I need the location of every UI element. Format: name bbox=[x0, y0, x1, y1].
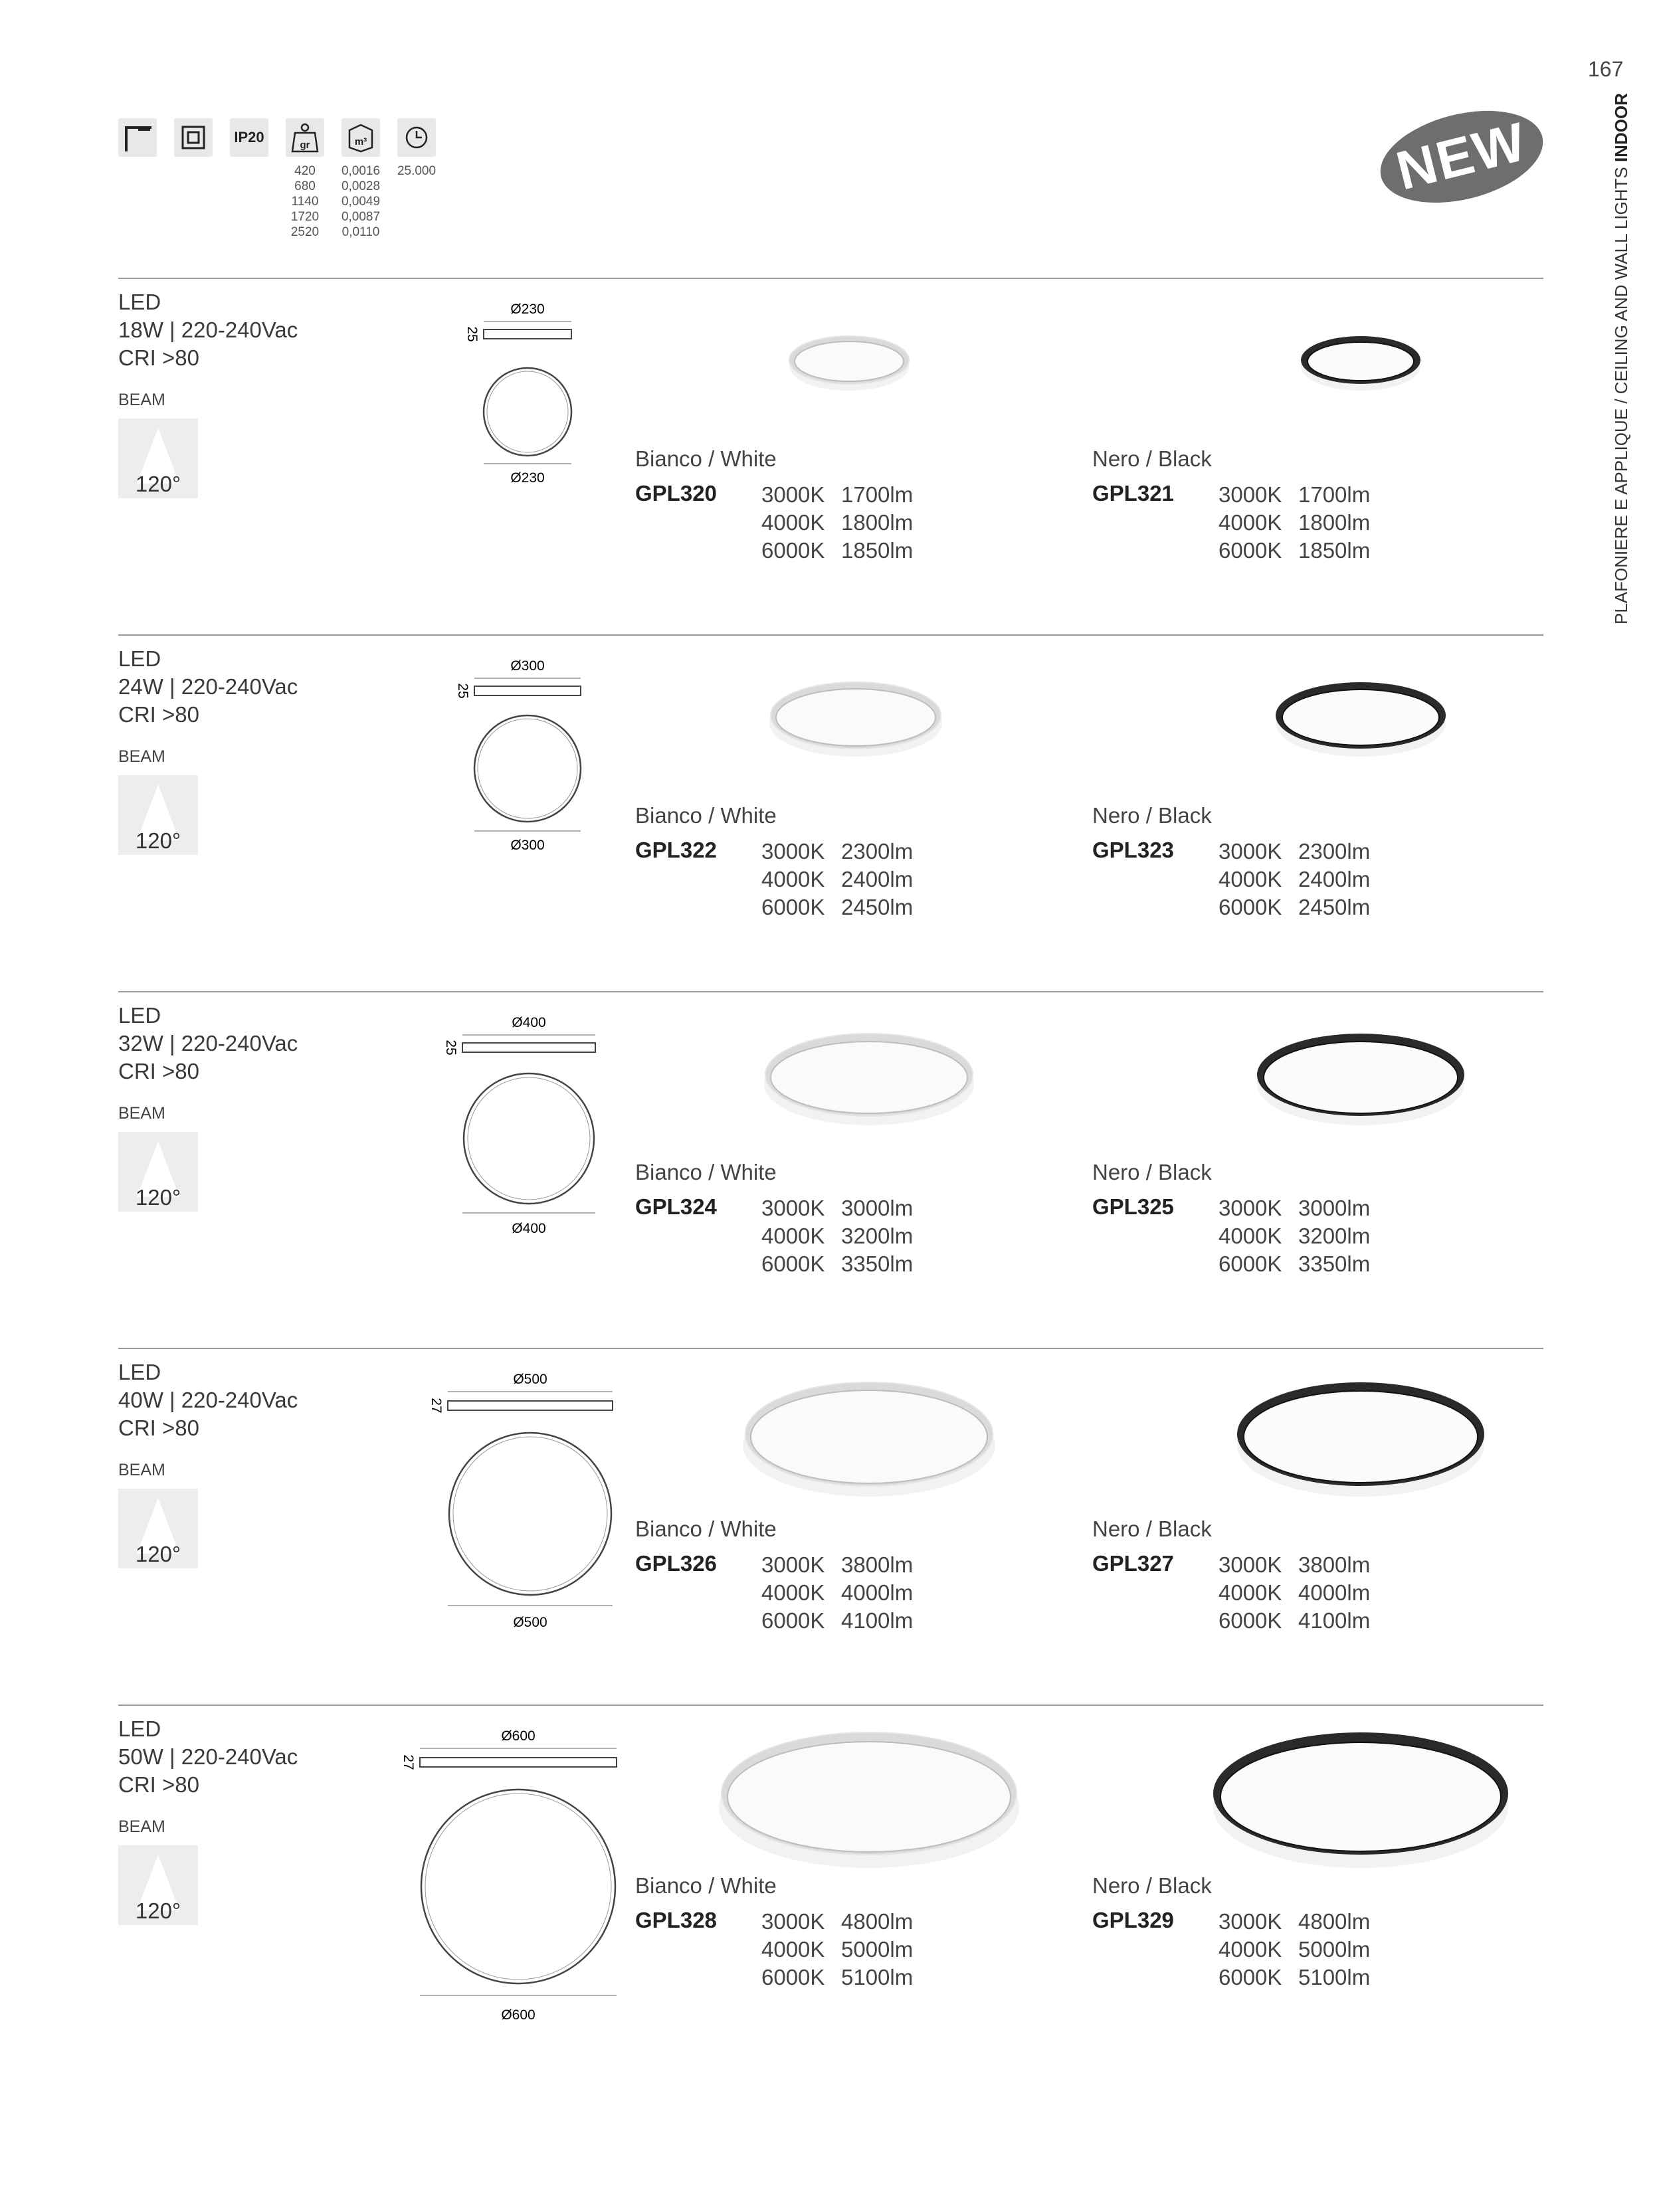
product-code: GPL326 bbox=[635, 1551, 717, 1576]
led-type: LED bbox=[118, 1716, 161, 1741]
category-label-bold: INDOOR bbox=[1611, 93, 1631, 163]
cri-value: CRI >80 bbox=[118, 345, 199, 370]
lamp-image-white bbox=[703, 1369, 1035, 1509]
beam-angle: 120° bbox=[135, 828, 181, 853]
variant-row bbox=[761, 1607, 913, 1635]
product-code: GPL327 bbox=[1092, 1551, 1174, 1576]
lumen: 3200lm bbox=[841, 1224, 914, 1248]
cri-value: CRI >80 bbox=[118, 1772, 199, 1797]
variant-row bbox=[761, 1194, 913, 1222]
lumen: 3000lm bbox=[841, 1196, 914, 1220]
color-temp: 4000K bbox=[761, 510, 825, 535]
variants bbox=[761, 838, 913, 921]
variant-row bbox=[761, 1936, 913, 1964]
lamp-image-black bbox=[1175, 669, 1454, 775]
beam-label: BEAM bbox=[118, 1461, 165, 1479]
led-type: LED bbox=[118, 1360, 161, 1384]
beam-angle-icon bbox=[118, 1132, 198, 1212]
beam-label: BEAM bbox=[118, 747, 165, 766]
height-label: 25 bbox=[455, 683, 470, 699]
diameter-bottom-label: Ø600 bbox=[501, 2007, 536, 2023]
variant-row bbox=[761, 1908, 913, 1936]
variant-row bbox=[1219, 1551, 1370, 1579]
variant-row bbox=[1219, 866, 1370, 893]
volume-icon bbox=[342, 118, 380, 157]
lamp-image-black bbox=[1135, 1722, 1520, 1875]
cri-value: CRI >80 bbox=[118, 1059, 199, 1083]
weight-icon-text: gr bbox=[300, 139, 310, 151]
product-black bbox=[1092, 1517, 1504, 1663]
lumen: 4000lm bbox=[1298, 1580, 1371, 1605]
variants bbox=[761, 481, 913, 565]
color-name: Bianco / White bbox=[635, 1160, 777, 1184]
lumen: 1850lm bbox=[841, 538, 914, 563]
color-name: Nero / Black bbox=[1092, 1160, 1212, 1184]
variant-row bbox=[1219, 838, 1370, 866]
lumen: 4100lm bbox=[841, 1608, 914, 1633]
color-temp: 4000K bbox=[1219, 1224, 1282, 1248]
diameter-top-label: Ø400 bbox=[512, 1015, 546, 1030]
beam-angle: 120° bbox=[135, 472, 181, 496]
power-voltage: 32W | 220-240Vac bbox=[118, 1031, 298, 1056]
lumen: 4100lm bbox=[1298, 1608, 1371, 1633]
ip-rating-icon: IP20 bbox=[230, 118, 268, 157]
variants bbox=[1219, 1908, 1370, 1991]
color-temp: 3000K bbox=[761, 482, 825, 507]
product-black bbox=[1092, 446, 1504, 593]
variant-row bbox=[761, 1579, 913, 1607]
product-code: GPL323 bbox=[1092, 838, 1174, 862]
lamp-image-white bbox=[716, 1019, 1022, 1139]
diameter-top-label: Ø230 bbox=[510, 302, 545, 317]
variant-row bbox=[761, 838, 913, 866]
lumen: 2450lm bbox=[1298, 895, 1371, 919]
product-black bbox=[1092, 1873, 1504, 2019]
led-type: LED bbox=[118, 290, 161, 314]
variants bbox=[761, 1908, 913, 1991]
color-temp: 4000K bbox=[1219, 510, 1282, 535]
product-section-50w bbox=[118, 1705, 1543, 2104]
lumen: 5000lm bbox=[1298, 1937, 1371, 1962]
cri-value: CRI >80 bbox=[118, 1416, 199, 1440]
dimension-drawing bbox=[371, 1366, 650, 1652]
variant-row bbox=[1219, 1194, 1370, 1222]
color-temp: 3000K bbox=[1219, 1552, 1282, 1577]
lumen: 1850lm bbox=[1298, 538, 1371, 563]
color-temp: 4000K bbox=[761, 1937, 825, 1962]
product-section-18w bbox=[118, 278, 1543, 635]
beam-angle-icon bbox=[118, 775, 198, 855]
cri-value: CRI >80 bbox=[118, 702, 199, 727]
variant-row bbox=[761, 1222, 913, 1250]
height-label: 25 bbox=[464, 326, 480, 342]
variant-row bbox=[1219, 1579, 1370, 1607]
product-white bbox=[635, 1160, 1047, 1306]
product-white bbox=[635, 803, 1047, 949]
height-label: 27 bbox=[429, 1398, 444, 1414]
variant-row bbox=[1219, 1222, 1370, 1250]
page-number: 167 bbox=[1588, 57, 1624, 81]
color-temp: 4000K bbox=[1219, 867, 1282, 891]
color-name: Bianco / White bbox=[635, 803, 777, 828]
lumen: 2300lm bbox=[1298, 839, 1371, 864]
lumen: 3800lm bbox=[1298, 1552, 1371, 1577]
variant-row bbox=[1219, 1936, 1370, 1964]
color-temp: 3000K bbox=[761, 1196, 825, 1220]
lumen: 3350lm bbox=[1298, 1251, 1371, 1276]
color-temp: 6000K bbox=[761, 1965, 825, 1989]
volume-values: 0,0016 0,0028 0,0049 0,0087 0,0110 bbox=[341, 164, 381, 239]
color-temp: 4000K bbox=[1219, 1937, 1282, 1962]
variant-row bbox=[1219, 481, 1370, 509]
color-temp: 4000K bbox=[761, 1580, 825, 1605]
variant-row bbox=[1219, 893, 1370, 921]
variant-row bbox=[761, 1551, 913, 1579]
product-white bbox=[635, 1873, 1047, 2019]
diameter-top-label: Ø300 bbox=[510, 658, 545, 674]
lumen: 1800lm bbox=[1298, 510, 1371, 535]
diameter-top-label: Ø500 bbox=[513, 1372, 547, 1387]
dimension-drawing bbox=[344, 1723, 650, 2035]
variant-row bbox=[1219, 1964, 1370, 1991]
lumen: 2450lm bbox=[841, 895, 914, 919]
color-temp: 4000K bbox=[761, 867, 825, 891]
variant-row bbox=[761, 1964, 913, 1991]
diameter-bottom-label: Ø230 bbox=[510, 470, 545, 486]
lumen: 4800lm bbox=[841, 1909, 914, 1934]
color-temp: 6000K bbox=[761, 895, 825, 919]
product-code: GPL320 bbox=[635, 481, 717, 506]
diameter-bottom-label: Ø400 bbox=[512, 1221, 546, 1236]
color-name: Bianco / White bbox=[635, 1517, 777, 1541]
lamp-image-black bbox=[1161, 1369, 1494, 1509]
power-voltage: 24W | 220-240Vac bbox=[118, 674, 298, 699]
color-temp: 6000K bbox=[761, 538, 825, 563]
variant-row bbox=[761, 481, 913, 509]
dimension-drawing bbox=[384, 653, 650, 859]
variants bbox=[761, 1194, 913, 1278]
product-section-32w bbox=[118, 991, 1543, 1348]
height-label: 25 bbox=[443, 1040, 458, 1056]
power-voltage: 40W | 220-240Vac bbox=[118, 1388, 298, 1412]
product-white bbox=[635, 1517, 1047, 1663]
beam-angle: 120° bbox=[135, 1542, 181, 1566]
beam-angle: 120° bbox=[135, 1898, 181, 1923]
color-temp: 3000K bbox=[761, 1552, 825, 1577]
power-voltage: 50W | 220-240Vac bbox=[118, 1744, 298, 1769]
new-badge: NEW bbox=[1371, 96, 1553, 219]
color-temp: 6000K bbox=[1219, 895, 1282, 919]
product-code: GPL321 bbox=[1092, 481, 1174, 506]
variant-row bbox=[1219, 509, 1370, 537]
product-section-24w bbox=[118, 634, 1543, 992]
height-label: 27 bbox=[401, 1754, 416, 1770]
product-section-40w bbox=[118, 1348, 1543, 1705]
led-type: LED bbox=[118, 646, 161, 671]
product-white bbox=[635, 446, 1047, 593]
class-ii-icon bbox=[174, 118, 213, 157]
color-temp: 6000K bbox=[761, 1608, 825, 1633]
category-label-text: PLAFONIERE E APPLIQUE / CEILING AND WALL LIGHTS bbox=[1611, 162, 1631, 624]
weight-values: 420 680 1140 1720 2520 bbox=[290, 164, 320, 239]
lumen: 2400lm bbox=[1298, 867, 1371, 891]
product-code: GPL325 bbox=[1092, 1194, 1174, 1219]
beam-angle-icon bbox=[118, 1489, 198, 1568]
weight-icon bbox=[286, 118, 324, 157]
beam-label: BEAM bbox=[118, 1817, 165, 1836]
color-name: Bianco / White bbox=[635, 1873, 777, 1898]
dimension-drawing bbox=[384, 296, 650, 489]
product-code: GPL324 bbox=[635, 1194, 717, 1219]
color-name: Nero / Black bbox=[1092, 1517, 1212, 1541]
variant-row bbox=[761, 893, 913, 921]
variant-row bbox=[761, 509, 913, 537]
color-temp: 6000K bbox=[1219, 538, 1282, 563]
diameter-bottom-label: Ø500 bbox=[513, 1615, 547, 1630]
beam-angle-icon bbox=[118, 418, 198, 498]
volume-icon-text: m³ bbox=[354, 136, 367, 147]
lumen: 2300lm bbox=[841, 839, 914, 864]
color-name: Nero / Black bbox=[1092, 446, 1212, 471]
color-name: Bianco / White bbox=[635, 446, 777, 471]
variant-row bbox=[1219, 537, 1370, 565]
ceiling-mount-icon bbox=[118, 118, 157, 157]
lamp-image-black bbox=[1175, 1019, 1480, 1139]
color-name: Nero / Black bbox=[1092, 803, 1212, 828]
lamp-image-black bbox=[1175, 319, 1440, 412]
color-temp: 3000K bbox=[1219, 1909, 1282, 1934]
lumen: 5100lm bbox=[841, 1965, 914, 1989]
color-temp: 6000K bbox=[1219, 1608, 1282, 1633]
color-temp: 6000K bbox=[1219, 1251, 1282, 1276]
beam-label: BEAM bbox=[118, 391, 165, 409]
beam-angle: 120° bbox=[135, 1185, 181, 1210]
category-side-label bbox=[1611, 93, 1638, 624]
lumen: 1700lm bbox=[1298, 482, 1371, 507]
lumen: 2400lm bbox=[841, 867, 914, 891]
lumen: 3200lm bbox=[1298, 1224, 1371, 1248]
variant-row bbox=[1219, 1607, 1370, 1635]
color-temp: 6000K bbox=[1219, 1965, 1282, 1989]
product-black bbox=[1092, 1160, 1504, 1306]
diameter-top-label: Ø600 bbox=[501, 1728, 536, 1744]
variant-row bbox=[1219, 1250, 1370, 1278]
color-temp: 6000K bbox=[761, 1251, 825, 1276]
lumen: 3000lm bbox=[1298, 1196, 1371, 1220]
lumen: 3350lm bbox=[841, 1251, 914, 1276]
dimension-drawing bbox=[384, 1010, 650, 1255]
lamp-image-white bbox=[716, 319, 982, 412]
variants bbox=[1219, 481, 1370, 565]
color-temp: 3000K bbox=[761, 1909, 825, 1934]
product-code: GPL328 bbox=[635, 1908, 717, 1932]
led-type: LED bbox=[118, 1003, 161, 1028]
beam-label: BEAM bbox=[118, 1104, 165, 1123]
power-voltage: 18W | 220-240Vac bbox=[118, 318, 298, 342]
beam-angle-icon bbox=[118, 1845, 198, 1925]
lamp-image-white bbox=[676, 1722, 1062, 1875]
color-temp: 4000K bbox=[761, 1224, 825, 1248]
product-code: GPL329 bbox=[1092, 1908, 1174, 1932]
color-temp: 3000K bbox=[1219, 482, 1282, 507]
variant-row bbox=[1219, 1908, 1370, 1936]
variant-row bbox=[761, 866, 913, 893]
product-black bbox=[1092, 803, 1504, 949]
color-temp: 4000K bbox=[1219, 1580, 1282, 1605]
lumen: 3800lm bbox=[841, 1552, 914, 1577]
lamp-image-white bbox=[716, 669, 995, 775]
color-temp: 3000K bbox=[1219, 839, 1282, 864]
lumen: 4800lm bbox=[1298, 1909, 1371, 1934]
diameter-bottom-label: Ø300 bbox=[510, 838, 545, 853]
color-temp: 3000K bbox=[761, 839, 825, 864]
lumen: 5100lm bbox=[1298, 1965, 1371, 1989]
variants bbox=[1219, 1551, 1370, 1635]
variants bbox=[1219, 1194, 1370, 1278]
lumen: 1800lm bbox=[841, 510, 914, 535]
lifetime-icon bbox=[397, 118, 436, 157]
variants bbox=[1219, 838, 1370, 921]
product-code: GPL322 bbox=[635, 838, 717, 862]
color-name: Nero / Black bbox=[1092, 1873, 1212, 1898]
lumen: 1700lm bbox=[841, 482, 914, 507]
lifetime-values: 25.000 bbox=[397, 164, 437, 178]
color-temp: 3000K bbox=[1219, 1196, 1282, 1220]
lumen: 5000lm bbox=[841, 1937, 914, 1962]
variant-row bbox=[761, 537, 913, 565]
variants bbox=[761, 1551, 913, 1635]
variant-row bbox=[761, 1250, 913, 1278]
lumen: 4000lm bbox=[841, 1580, 914, 1605]
